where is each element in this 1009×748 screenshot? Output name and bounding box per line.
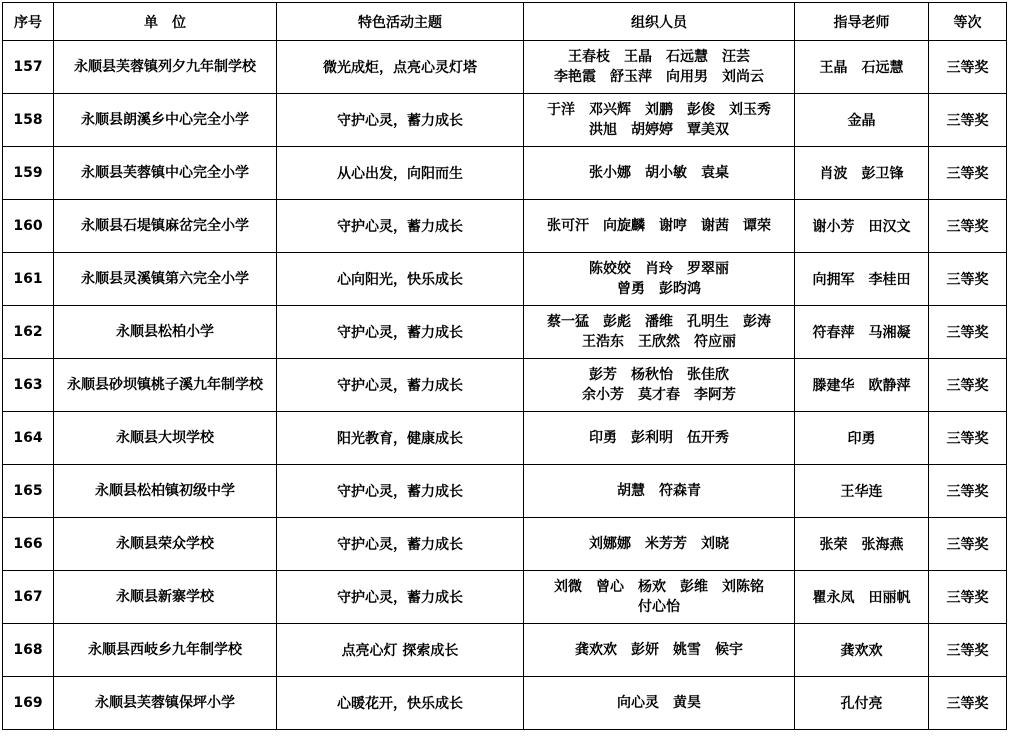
header-theme: 特色活动主题 bbox=[277, 3, 524, 41]
cell-organizers bbox=[524, 465, 795, 518]
organizers-line-1: 王春枝 王晶 石远慧 汪芸 bbox=[568, 49, 750, 65]
table-row bbox=[3, 465, 1007, 518]
cell-theme: 点亮心灯 探索成长 bbox=[277, 624, 524, 677]
cell-seq: 169 bbox=[3, 677, 54, 730]
cell-rank: 三等奖 bbox=[929, 147, 1007, 200]
header-teacher: 指导老师 bbox=[795, 3, 929, 41]
cell-teacher: 滕建华 欧静萍 bbox=[795, 359, 929, 412]
cell-seq: 163 bbox=[3, 359, 54, 412]
cell-rank: 三等奖 bbox=[929, 465, 1007, 518]
cell-unit: 永顺县芙蓉镇列夕九年制学校 bbox=[54, 41, 277, 94]
cell-unit: 永顺县新寨学校 bbox=[54, 571, 277, 624]
cell-teacher: 王晶 石远慧 bbox=[795, 41, 929, 94]
organizers-line-1: 张小娜 胡小敏 袁桌 bbox=[589, 165, 729, 181]
cell-organizers bbox=[524, 147, 795, 200]
organizers-line-1: 印勇 彭利明 伍开秀 bbox=[589, 430, 729, 446]
cell-rank: 三等奖 bbox=[929, 41, 1007, 94]
cell-unit: 永顺县松柏镇初级中学 bbox=[54, 465, 277, 518]
cell-theme: 守护心灵，蓄力成长 bbox=[277, 200, 524, 253]
cell-rank: 三等奖 bbox=[929, 200, 1007, 253]
cell-theme: 守护心灵，蓄力成长 bbox=[277, 306, 524, 359]
organizers-line-1: 向心灵 黄昊 bbox=[617, 695, 701, 711]
cell-teacher: 肖波 彭卫锋 bbox=[795, 147, 929, 200]
cell-rank: 三等奖 bbox=[929, 624, 1007, 677]
cell-unit: 永顺县石堤镇麻岔完全小学 bbox=[54, 200, 277, 253]
cell-unit: 永顺县芙蓉镇中心完全小学 bbox=[54, 147, 277, 200]
organizers-line-1: 蔡一猛 彭彪 潘维 孔明生 彭涛 bbox=[547, 314, 771, 330]
cell-theme: 守护心灵，蓄力成长 bbox=[277, 465, 524, 518]
table-row bbox=[3, 200, 1007, 253]
cell-rank: 三等奖 bbox=[929, 518, 1007, 571]
header-unit: 单 位 bbox=[54, 3, 277, 41]
cell-teacher: 金晶 bbox=[795, 94, 929, 147]
cell-seq: 157 bbox=[3, 41, 54, 94]
cell-seq: 168 bbox=[3, 624, 54, 677]
cell-rank: 三等奖 bbox=[929, 253, 1007, 306]
organizers-line-2: 余小芳 莫才春 李阿芳 bbox=[582, 387, 736, 403]
cell-seq: 167 bbox=[3, 571, 54, 624]
table-row bbox=[3, 518, 1007, 571]
organizers-line-1: 彭芳 杨秋怡 张佳欣 bbox=[589, 367, 729, 383]
table-row bbox=[3, 359, 1007, 412]
organizers-line-1: 刘娜娜 米芳芳 刘晓 bbox=[589, 536, 729, 552]
cell-seq: 166 bbox=[3, 518, 54, 571]
cell-teacher: 向拥军 李桂田 bbox=[795, 253, 929, 306]
organizers-line-2: 王浩东 王欣然 符应丽 bbox=[582, 334, 736, 350]
header-seq: 序号 bbox=[3, 3, 54, 41]
cell-theme: 阳光教育，健康成长 bbox=[277, 412, 524, 465]
cell-organizers bbox=[524, 253, 795, 306]
table-row bbox=[3, 677, 1007, 730]
cell-rank: 三等奖 bbox=[929, 677, 1007, 730]
table-row bbox=[3, 412, 1007, 465]
cell-unit: 永顺县荣众学校 bbox=[54, 518, 277, 571]
table-row bbox=[3, 41, 1007, 94]
cell-organizers bbox=[524, 412, 795, 465]
cell-theme: 微光成炬，点亮心灵灯塔 bbox=[277, 41, 524, 94]
cell-seq: 165 bbox=[3, 465, 54, 518]
organizers-line-1: 刘微 曾心 杨欢 彭维 刘陈铭 bbox=[554, 579, 764, 595]
cell-unit: 永顺县芙蓉镇保坪小学 bbox=[54, 677, 277, 730]
cell-unit: 永顺县松柏小学 bbox=[54, 306, 277, 359]
organizers-line-2: 曾勇 彭昀鸿 bbox=[617, 281, 701, 297]
cell-organizers bbox=[524, 41, 795, 94]
organizers-line-2: 洪旭 胡婷婷 覃美双 bbox=[589, 122, 729, 138]
cell-theme: 从心出发，向阳而生 bbox=[277, 147, 524, 200]
organizers-line-1: 陈姣姣 肖玲 罗翠丽 bbox=[589, 261, 729, 277]
cell-teacher: 孔付亮 bbox=[795, 677, 929, 730]
cell-unit: 永顺县朗溪乡中心完全小学 bbox=[54, 94, 277, 147]
cell-rank: 三等奖 bbox=[929, 94, 1007, 147]
cell-unit: 永顺县大坝学校 bbox=[54, 412, 277, 465]
table-row bbox=[3, 571, 1007, 624]
cell-organizers bbox=[524, 359, 795, 412]
cell-organizers bbox=[524, 518, 795, 571]
cell-organizers bbox=[524, 624, 795, 677]
header-rank: 等次 bbox=[929, 3, 1007, 41]
cell-teacher: 符春萍 马湘凝 bbox=[795, 306, 929, 359]
table-row bbox=[3, 624, 1007, 677]
organizers-line-2: 李艳霞 舒玉萍 向用男 刘尚云 bbox=[554, 69, 764, 85]
cell-unit: 永顺县西岐乡九年制学校 bbox=[54, 624, 277, 677]
cell-theme: 心暖花开，快乐成长 bbox=[277, 677, 524, 730]
table-row bbox=[3, 94, 1007, 147]
cell-unit: 永顺县灵溪镇第六完全小学 bbox=[54, 253, 277, 306]
cell-theme: 守护心灵，蓄力成长 bbox=[277, 571, 524, 624]
cell-theme: 心向阳光，快乐成长 bbox=[277, 253, 524, 306]
cell-teacher: 张荣 张海燕 bbox=[795, 518, 929, 571]
cell-seq: 164 bbox=[3, 412, 54, 465]
table-row bbox=[3, 253, 1007, 306]
cell-teacher: 王华连 bbox=[795, 465, 929, 518]
cell-organizers bbox=[524, 200, 795, 253]
cell-organizers bbox=[524, 306, 795, 359]
cell-rank: 三等奖 bbox=[929, 412, 1007, 465]
cell-organizers bbox=[524, 571, 795, 624]
cell-seq: 159 bbox=[3, 147, 54, 200]
cell-teacher: 龚欢欢 bbox=[795, 624, 929, 677]
table-row bbox=[3, 147, 1007, 200]
cell-teacher: 瞿永凤 田丽帆 bbox=[795, 571, 929, 624]
cell-theme: 守护心灵，蓄力成长 bbox=[277, 518, 524, 571]
header-row bbox=[3, 3, 1007, 41]
cell-seq: 162 bbox=[3, 306, 54, 359]
cell-seq: 161 bbox=[3, 253, 54, 306]
cell-theme: 守护心灵，蓄力成长 bbox=[277, 359, 524, 412]
table-row bbox=[3, 306, 1007, 359]
organizers-line-1: 龚欢欢 彭妍 姚雪 候宇 bbox=[575, 642, 743, 658]
cell-rank: 三等奖 bbox=[929, 306, 1007, 359]
cell-seq: 160 bbox=[3, 200, 54, 253]
cell-teacher: 谢小芳 田汉文 bbox=[795, 200, 929, 253]
organizers-line-1: 于洋 邓兴辉 刘鹏 彭俊 刘玉秀 bbox=[547, 102, 771, 118]
cell-teacher: 印勇 bbox=[795, 412, 929, 465]
organizers-line-1: 张可汗 向旋麟 谢哼 谢茜 谭荣 bbox=[547, 218, 771, 234]
cell-organizers bbox=[524, 94, 795, 147]
cell-rank: 三等奖 bbox=[929, 571, 1007, 624]
cell-seq: 158 bbox=[3, 94, 54, 147]
organizers-line-1: 胡慧 符森青 bbox=[617, 483, 701, 499]
cell-unit: 永顺县砂坝镇桃子溪九年制学校 bbox=[54, 359, 277, 412]
cell-rank: 三等奖 bbox=[929, 359, 1007, 412]
awards-table bbox=[2, 2, 1007, 730]
cell-theme: 守护心灵，蓄力成长 bbox=[277, 94, 524, 147]
cell-organizers bbox=[524, 677, 795, 730]
organizers-line-2: 付心怡 bbox=[638, 599, 680, 615]
header-organizers: 组织人员 bbox=[524, 3, 795, 41]
